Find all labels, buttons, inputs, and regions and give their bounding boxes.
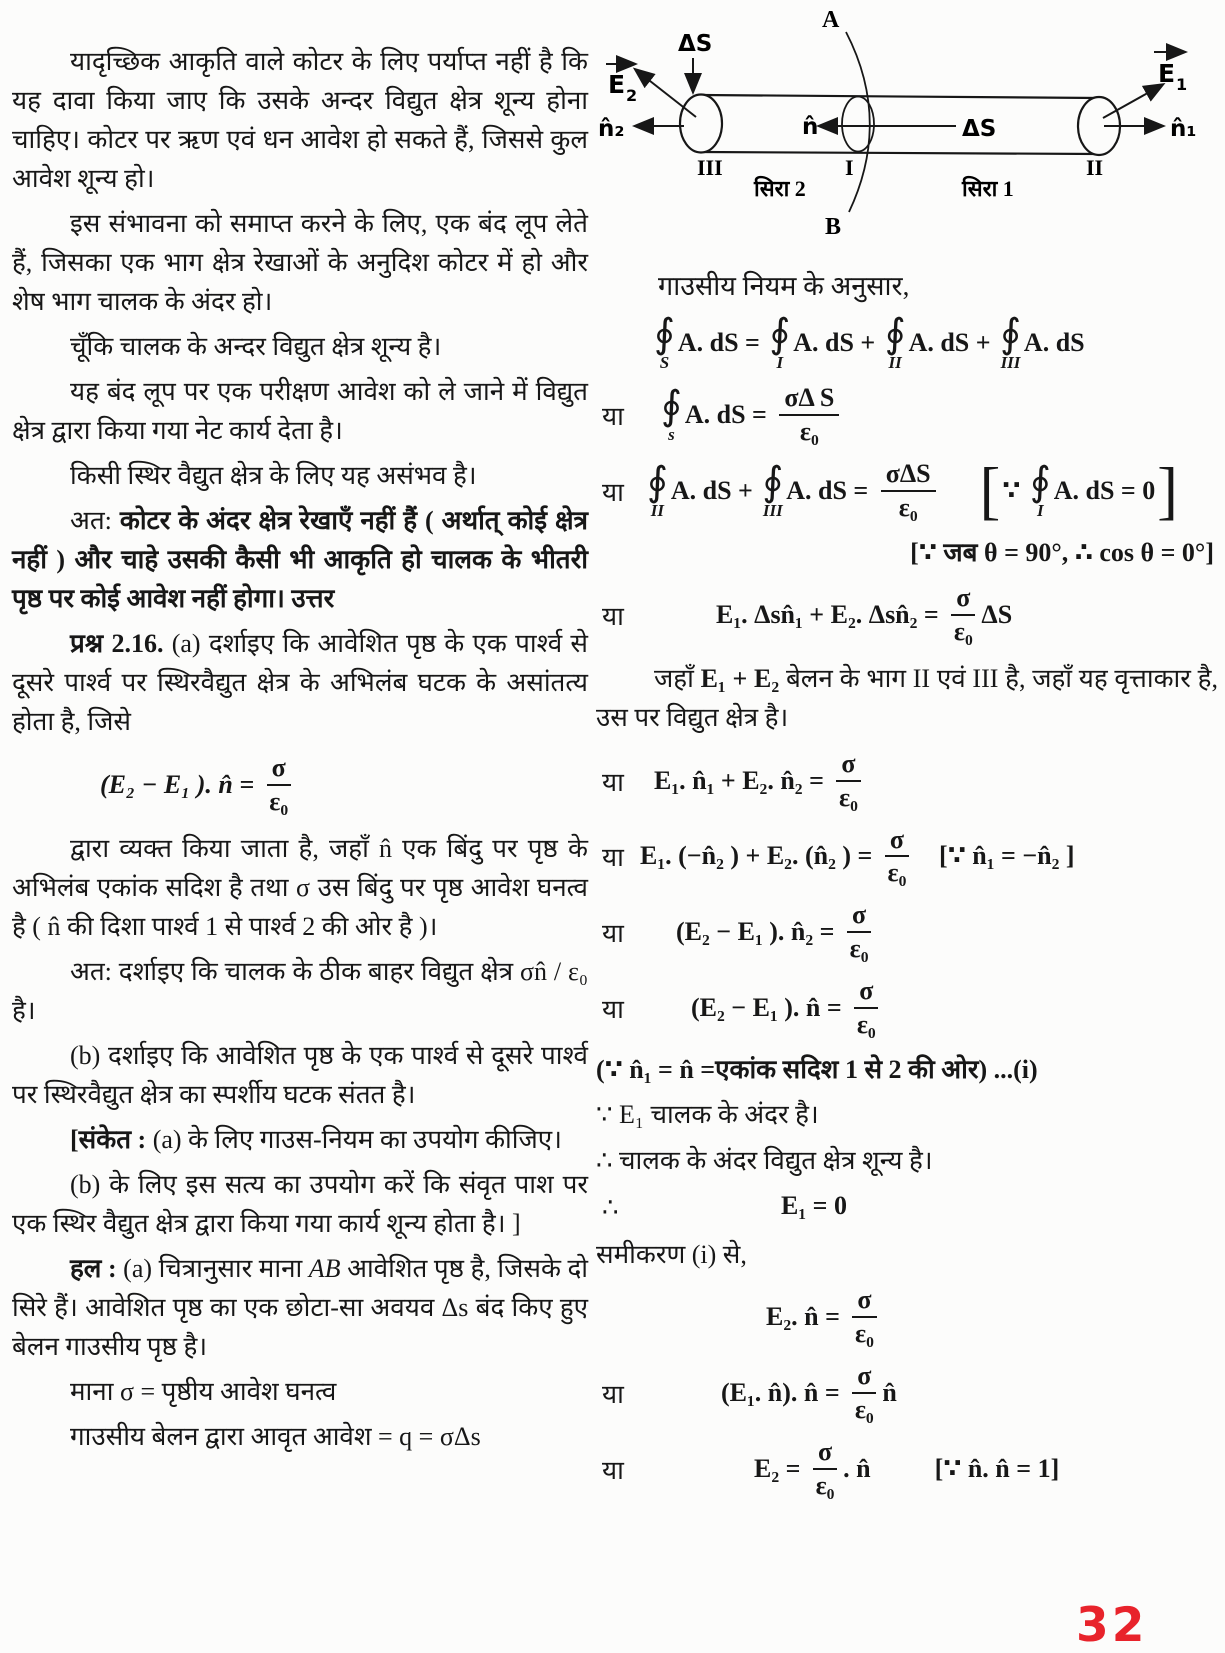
equation-text: A. dS = [684, 399, 774, 429]
text-line: [∵ जब θ = 90°, ∴ cos θ = 0°] [910, 537, 1214, 567]
label-n1: n̂₁ [1170, 116, 1197, 142]
paragraph [12, 1120, 588, 1159]
equation-text: [∵ n̂. n̂ = 1] [934, 1453, 1060, 1483]
equation-connector-label: या [602, 843, 624, 873]
label-ds-top: ΔS [678, 31, 713, 57]
equation-text: (E₁. n̂). n̂ = [721, 1378, 847, 1408]
contour-integral-subscript: I [776, 353, 784, 372]
label-section-i: I [845, 155, 854, 180]
fraction-denominator: ε₀ [856, 1009, 876, 1039]
contour-integral [661, 382, 682, 444]
text-run: उत्तर [291, 584, 335, 613]
paragraph [12, 829, 588, 946]
equation-spacer [942, 490, 978, 491]
fraction-denominator: ε₀ [269, 786, 289, 816]
paragraph [12, 42, 588, 198]
fraction-denominator: ε₀ [898, 492, 918, 522]
equation-text: A. dS = [677, 328, 767, 357]
fraction-numerator: σΔ S [779, 383, 839, 416]
paragraph [12, 1249, 588, 1366]
text-line: समीकरण (i) से, [596, 1240, 747, 1270]
equation-text: n̂ [882, 1378, 897, 1408]
fraction [836, 749, 860, 813]
fraction [854, 976, 878, 1040]
label-section-ii: II [1086, 155, 1104, 180]
text-run: (a) के लिए गाउस-नियम का उपयोग कीजिए। [152, 1124, 563, 1154]
fraction-denominator: ε₀ [815, 1470, 835, 1500]
label-side-2: सिरा 2 [754, 176, 806, 201]
fraction [267, 753, 291, 817]
fraction [852, 1285, 876, 1349]
text-run: बेलन के भाग II एवं III है, जहाँ यह वृत्ताकार है, उस पर विद्युत क्षेत्र है। [596, 663, 1218, 732]
equation-connector-label: या [602, 994, 624, 1024]
fraction [847, 900, 871, 964]
label-section-iii: III [697, 155, 723, 180]
equation-body [651, 311, 1218, 372]
text-line: ∴ चालक के अंदर विद्युत क्षेत्र शून्य है। [596, 1145, 933, 1175]
equation-row [596, 583, 1218, 647]
label-e2: E [608, 70, 626, 99]
fraction [852, 1361, 876, 1425]
fraction [779, 383, 839, 447]
text-run: प्रश्न 2.16. [70, 629, 172, 658]
text-run: माना σ = पृष्ठीय आवेश घनत्व [70, 1376, 337, 1406]
fraction-numerator: σ [885, 825, 909, 858]
paragraph [12, 1372, 588, 1411]
equation-row [596, 454, 1218, 527]
equation-connector-label: या [602, 477, 624, 507]
equation-row [596, 1191, 1218, 1225]
text-run: द्वारा व्यक्त किया जाता है, जहाँ n̂ एक बिंदु पर पृष्ठ के अभिलंब एकांक सदिश है तथा σ उस बिंदु पर पृष्ठ आवेश घनत्व है ( n̂ की दिशा पार्श्व 1 से पार्श्व 2 की ओर है )। [12, 833, 588, 941]
left-column [12, 42, 588, 1462]
fraction-numerator: σ [813, 1437, 837, 1470]
text-run: इस संभावना को समाप्त करने के लिए, एक बंद लूप लेते हैं, जिसका एक भाग क्षेत्र रेखाओं के अनुदिश कोटर में हो और शेष भाग चालक के अंदर हो। [12, 209, 588, 316]
text-run: यादृच्छिक आकृति वाले कोटर के लिए पर्याप्त नहीं है कि यह दावा किया जाए कि उसके अन्दर विद्युत क्षेत्र शून्य होना चाहिए। कोटर पर ऋण एवं धन आवेश हो सकते हैं, जिससे कुल आवेश शून्य हो। [12, 47, 588, 193]
fraction-numerator: σ [852, 1285, 876, 1318]
figure-gaussian-cylinder [596, 6, 1218, 252]
contour-integral-symbol: ∮ [654, 311, 675, 357]
text-run: हल : [70, 1253, 124, 1283]
equation-body [754, 1437, 1218, 1501]
paragraph [12, 372, 588, 450]
fraction [881, 459, 936, 523]
cylinder-bottom-line [701, 152, 1099, 154]
equation-text: ∵ [1002, 475, 1027, 505]
equation-row [596, 1285, 1218, 1349]
contour-integral [884, 311, 906, 372]
equation-text: (E₂ − E₁ ). n̂₂ = [676, 917, 841, 947]
equation-connector-label: या [602, 401, 624, 431]
equation-text: A. dS = [786, 475, 875, 505]
label-n: n̂ [802, 114, 819, 140]
equation-body [781, 1191, 1218, 1221]
cylinder-top-line [701, 95, 1099, 98]
label-ds-mid: ΔS [962, 116, 997, 142]
equation-text: E₁. (−n̂₂ ) + E₂. (n̂₂ ) = [640, 841, 879, 871]
paragraph [12, 1417, 588, 1456]
equation-text: E₂. n̂ = [766, 1302, 847, 1332]
equation-row [596, 311, 1218, 372]
equation-text: E₂ = [754, 1453, 807, 1483]
equation-row [596, 749, 1218, 813]
paragraph [12, 501, 588, 618]
equation-connector-label: या [602, 1380, 624, 1410]
equation-body [654, 749, 1218, 813]
paragraph [12, 204, 588, 321]
text-run: कोटर के अंदर क्षेत्र रेखाएँ नहीं हैं ( अर्थात् कोई क्षेत्र नहीं ) और चाहे उसकी कैसी भी आकृति हो चालक के भीतरी पृष्ठ पर कोई आवेश नहीं होगा। [12, 506, 588, 613]
equation-row [596, 383, 1218, 447]
text-run: (a) दर्शाइए कि आवेशित पृष्ठ के एक पार्श्व से दूसरे पार्श्व पर स्थिरवैद्युत क्षेत्र के अभिलंब घटक के असांतत्य होता है, जिसे [12, 629, 588, 736]
equation-body [691, 976, 1218, 1040]
equation-text: E₁. n̂₁ + E₂. n̂₂ = [654, 765, 831, 795]
contour-integral-subscript: II [888, 353, 902, 372]
fraction-denominator: ε₀ [887, 858, 907, 888]
contour-integral [1029, 458, 1051, 520]
equation-spacer [871, 1468, 935, 1469]
text-run: अत: दर्शाइए कि चालक के ठीक बाहर विद्युत क्षेत्र σn̂ / ε₀ है। [12, 956, 588, 1025]
contour-integral-subscript: S [659, 353, 670, 372]
text-run: गाउसीय बेलन द्वारा आवृत आवेश = q = σΔs [70, 1421, 481, 1451]
right-column-content [596, 311, 1218, 1501]
contour-integral-symbol: ∮ [884, 311, 906, 357]
equation-connector-label: या [602, 1455, 624, 1485]
equation-body [658, 383, 1218, 447]
equation-row [596, 825, 1218, 889]
fraction [951, 583, 975, 647]
fraction-numerator: σΔS [881, 459, 936, 492]
text-run: किसी स्थिर वैद्युत क्षेत्र के लिए यह असंभव है। [70, 461, 477, 490]
contour-integral-subscript: III [762, 500, 783, 520]
equation-connector-label: या [602, 767, 624, 797]
fraction-denominator: ε₀ [839, 782, 858, 812]
text-run: जहाँ [654, 663, 701, 693]
paragraph [596, 659, 1218, 737]
paragraph [12, 952, 588, 1030]
equation-row [596, 976, 1218, 1040]
contour-integral [1000, 311, 1021, 372]
equation-text: (E₂ − E₁ ). n̂ = [100, 769, 261, 799]
charged-surface-arc [846, 32, 870, 212]
text-run: (a) चित्रानुसार माना [123, 1253, 309, 1283]
paragraph [12, 624, 588, 741]
label-n2: n̂₂ [598, 116, 625, 142]
equation-row [596, 1361, 1218, 1425]
page-number: 32 [1076, 1598, 1148, 1653]
label-side-1: सिरा 1 [962, 176, 1014, 201]
equation-body [676, 900, 1218, 964]
equation-text: (E₂ − E₁ ). n̂ = [691, 992, 849, 1022]
fraction-denominator: ε₀ [855, 1319, 874, 1349]
equation-connector-label: या [602, 601, 624, 631]
equation-text: E₁ = 0 [781, 1191, 847, 1221]
text-run: आवेशित पृष्ठ है, जिसके दो सिरे हैं। आवेशित पृष्ठ का एक छोटा-सा अवयव Δs बंद किए हुए बेलन गाउसीय पृष्ठ है। [12, 1253, 589, 1361]
label-e1: E [1158, 59, 1176, 88]
contour-integral-subscript: I [1036, 500, 1044, 520]
contour-integral [769, 311, 791, 372]
text-run: (b) दर्शाइए कि आवेशित पृष्ठ के एक पार्श्व से दूसरे पार्श्व पर स्थिरवैद्युत क्षेत्र का स्पर्शीय घटक संतत है। [12, 1040, 588, 1109]
contour-integral [762, 458, 784, 520]
contour-integral-symbol: ∮ [1000, 311, 1021, 357]
paragraph [12, 1036, 588, 1114]
equation-text: A. dS + [908, 328, 998, 357]
contour-integral [647, 458, 668, 520]
equation-body [766, 1285, 1218, 1349]
fraction-denominator: ε₀ [849, 934, 869, 964]
contour-integral-subscript: II [650, 500, 665, 520]
text-run: (b) के लिए इस सत्य का उपयोग करें कि संवृत पाश पर एक स्थिर वैद्युत क्षेत्र द्वारा किया गया कार्य शून्य होता है। ] [12, 1169, 588, 1238]
equation-row [12, 753, 588, 817]
text-run: AB [308, 1253, 341, 1283]
equation-body: ∮ II A. dS + ∮ III A. dS = $\frac{\text{σΔS}}{\text{ε₀}}$ [ ∵ ∮ I A. dS = 0 ] [647, 454, 1178, 527]
fraction-numerator: σ [847, 900, 871, 933]
cylinder-left-face [680, 95, 722, 153]
contour-integral-symbol: ∮ [769, 311, 791, 357]
label-a: A [822, 7, 840, 33]
fraction-numerator: σ [267, 753, 291, 786]
equation-text: [∵ n̂₁ = −n̂₂ ] [939, 841, 1075, 871]
equation-body [716, 583, 1218, 647]
text-line: (∵ n̂₁ = n̂ =एकांक सदिश 1 से 2 की ओर) ...(i) [596, 1054, 1038, 1084]
contour-integral-symbol: ∮ [661, 382, 682, 429]
equation-text: A. dS + [670, 475, 760, 505]
text-run: [संकेत : [70, 1124, 153, 1154]
fraction-numerator: σ [951, 583, 975, 616]
text-run: यह बंद लूप पर एक परीक्षण आवेश को ले जाने में विद्युत क्षेत्र द्वारा किया गया नेट कार्य देता है। [12, 377, 588, 445]
contour-integral [654, 311, 675, 372]
text-line: ∵ E₁ चालक के अंदर है। [596, 1100, 819, 1130]
label-e1-sub: 1 [1176, 75, 1188, 94]
fraction-denominator: ε₀ [799, 416, 819, 446]
equation-body [640, 825, 1218, 889]
fraction-numerator: σ [854, 976, 878, 1009]
contour-integral-symbol: ∮ [1029, 458, 1051, 505]
paragraph [12, 1165, 588, 1243]
fraction-denominator: ε₀ [854, 1395, 874, 1425]
equation-text: ΔS [981, 599, 1013, 629]
label-e2-sub: 2 [626, 86, 638, 105]
contour-integral-symbol: ∮ [762, 458, 784, 505]
gauss-law-heading: गाउसीय नियम के अनुसार, [658, 271, 910, 301]
contour-integral-subscript: s [668, 424, 675, 444]
fraction [813, 1437, 837, 1501]
contour-integral-symbol: ∮ [647, 458, 668, 505]
fraction-denominator: ε₀ [953, 616, 973, 646]
fraction-numerator: σ [852, 1361, 876, 1394]
label-b: B [825, 214, 842, 240]
equation-row [596, 900, 1218, 964]
equation-spacer [915, 856, 939, 857]
equation-text: E₁. Δsn̂₁ + E₂. Δsn̂₂ = [716, 599, 946, 629]
equation-connector-label: या [602, 919, 624, 949]
paragraph [12, 456, 588, 495]
equation-text: . n̂ [843, 1453, 871, 1483]
equation-connector-label: ∴ [602, 1193, 619, 1223]
equation-text: A. dS [1023, 328, 1085, 357]
fraction-numerator: σ [836, 749, 860, 782]
equation-body [100, 753, 588, 817]
equation-text: A. dS + [793, 328, 882, 357]
figure-svg [596, 6, 1218, 252]
paragraph [12, 327, 588, 366]
contour-integral-subscript: III [1000, 353, 1021, 372]
e2-arrow [636, 70, 696, 117]
text-run: E₁ + E₂ [700, 663, 780, 693]
text-run: अत: [70, 506, 120, 535]
equation-body [721, 1361, 1218, 1425]
right-column [596, 6, 1218, 1513]
fraction [885, 825, 909, 889]
text-run: चूँकि चालक के अन्दर विद्युत क्षेत्र शून्य है। [70, 332, 442, 361]
equation-text: A. dS = 0 [1053, 475, 1156, 505]
equation-row [596, 1437, 1218, 1501]
